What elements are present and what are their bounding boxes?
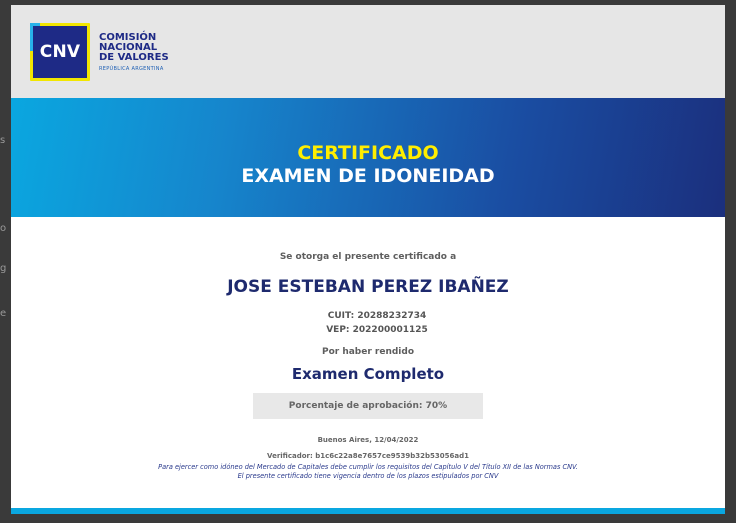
backdrop-fragment: o [0,223,7,234]
recipient-name: JOSE ESTEBAN PEREZ IBAÑEZ [227,277,509,297]
vep-value: VEP: 202200001125 [326,325,428,335]
place-date: Buenos Aires, 12/04/2022 [317,436,419,444]
backdrop-fragment: e [0,308,7,319]
cnv-logo-mark [30,23,90,81]
certificate-body [11,217,725,481]
grant-text: Se otorga el presente certificado a [279,252,457,262]
recipient-ids [11,309,725,337]
logo-line-1: COMISIÓN [99,31,157,43]
exam-name: Examen Completo [291,365,445,383]
legal-notice [11,463,725,481]
certificate-header [11,5,725,98]
cnv-logo-text [99,33,169,72]
logo-line-2: NACIONAL [99,41,158,53]
certificate-document [11,5,725,514]
approval-percentage: Porcentaje de aprobación: 70% [253,393,483,419]
cuit-value: CUIT: 20288232734 [327,311,427,321]
reason-text: Por haber rendido [321,347,415,357]
certificate-subtitle: EXAMEN DE IDONEIDAD [241,164,495,187]
verifier-code: Verificador: b1c6c22a8e7657ce9539b32b53056ad1 [267,452,469,460]
logo-line-3: DE VALORES [99,51,169,63]
backdrop-fragment: g [0,263,7,274]
title-banner [11,98,725,217]
certificate-title: CERTIFICADO [297,141,439,164]
logo-country: REPÚBLICA ARGENTINA [99,65,164,72]
legal-line-1: Para ejercer como idóneo del Mercado de Capitales debe cumplir los requisitos del Capítulo V del Título XII de las Normas CNV. [158,463,578,471]
legal-line-2: El presente certificado tiene vigencia dentro de los plazos estipulados por CNV [237,472,499,480]
cnv-logo-abbr: CNV [39,42,81,62]
backdrop-fragment: s [0,135,6,146]
bottom-accent-bar [11,508,725,514]
cnv-logo [30,23,169,81]
